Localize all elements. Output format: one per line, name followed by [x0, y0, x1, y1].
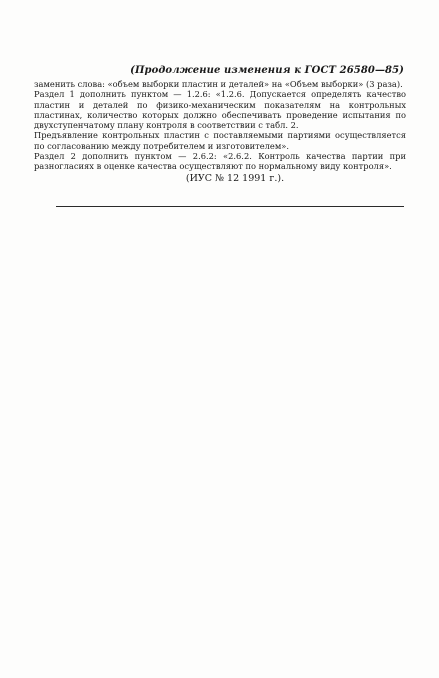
continuation-header: (Продолжение изменения к ГОСТ 26580—85): [130, 65, 404, 76]
horizontal-rule: [56, 206, 404, 207]
ius-reference: (ИУС № 12 1991 г.).: [185, 172, 285, 184]
paragraph-section-1: Раздел 1 дополнить пунктом — 1.2.6: «1.2.6. Допускается определять качество пластин и деталей по физико-механическим показателям на контрольных пластинах, количество которых должно обеспечивать проведение испытания по двухступенчатому плану контроля в соответствии с табл. 2.: [34, 89, 406, 131]
paragraph-replace-words: заменить слова: «объем выборки пластин и деталей» на «Объем выборки» (3 раза).: [34, 79, 403, 89]
paragraph-control-plates: Предъявление контрольных пластин с поставляемыми партиями осуществляется по согласованию между потребителем и изготовителем».: [34, 130, 406, 151]
document-body: [34, 79, 406, 184]
paragraph-section-2: Раздел 2 дополнить пунктом — 2.6.2: «2.6.2. Контроль качества партии при разногласиях в оценке качества осуществляют по нормальному виду контроля».: [34, 151, 406, 172]
